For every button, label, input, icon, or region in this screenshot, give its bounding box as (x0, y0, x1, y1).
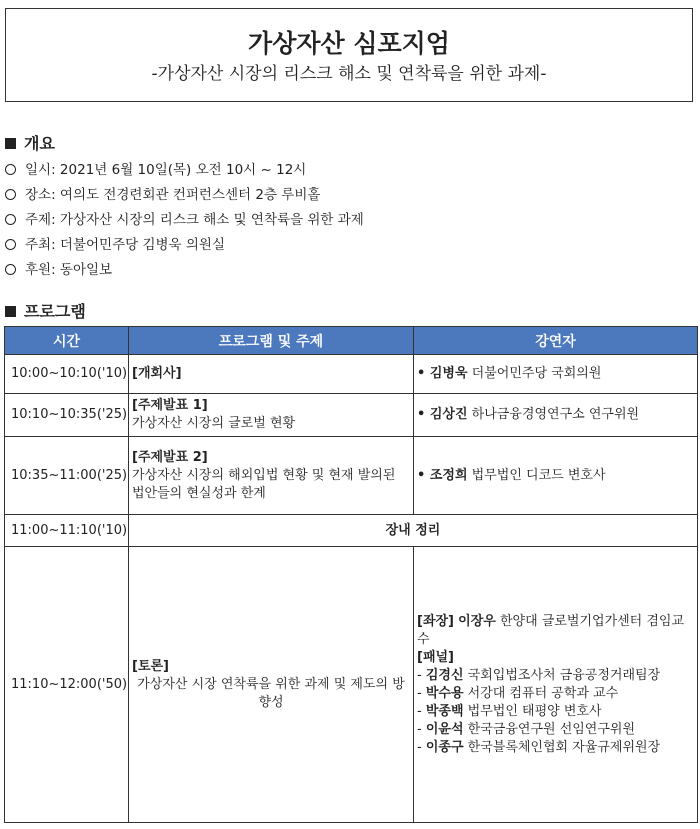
page-title: 가상자산 심포지엄 (248, 29, 450, 58)
break-cell: 장내 정리 (129, 515, 698, 547)
circle-bullet-icon (5, 189, 16, 200)
table-row (5, 547, 698, 823)
panel-item: - 이윤석 한국금융연구원 선임연구위원 (417, 721, 636, 737)
panel-item: - 김경신 국회입법조사처 금융공정거래팀장 (417, 667, 661, 683)
square-bullet-icon (5, 138, 16, 149)
table-row (5, 515, 698, 547)
topic-cell: [주제발표 1] 가상자산 시장의 글로벌 현황 (129, 394, 414, 437)
list-item: 일시: 2021년 6월 10일(목) 오전 10시 ~ 12시 (5, 158, 364, 183)
topic-cell: [토론] 가상자산 시장 연착륙을 위한 과제 및 제도의 방향성 (129, 547, 414, 823)
panel-item: - 박수용 서강대 컴퓨터 공학과 교수 (417, 685, 619, 701)
panel-item: - 박종백 법무법인 태평양 변호사 (417, 703, 602, 719)
circle-bullet-icon (5, 164, 16, 175)
list-item: 장소: 여의도 전경련회관 컨퍼런스센터 2층 루비홀 (5, 183, 364, 208)
table-row (5, 355, 698, 394)
topic-cell: [주제발표 2] 가상자산 시장의 해외입법 현황 및 현재 발의된 법안들의 현실성과 한계 (129, 437, 414, 515)
speaker-cell: [좌장] 이장우 한양대 글로벌기업가센터 겸임교수 [패널] - 김경신 국회입법조사처 금융공정거래팀장 - 박수용 서강대 컴퓨터 공학과 교수 - 박종백 법무법인 태평양 변호사 - 이윤석 한국금융연구원 선임연구위원 - 이종구 한국블록체인협회 자율규제위원장 (414, 547, 698, 823)
program-table (4, 326, 698, 823)
circle-bullet-icon (5, 264, 16, 275)
title-box (5, 8, 693, 102)
speaker-cell: • 조정희 법무법인 디코드 변호사 (414, 437, 698, 515)
speaker-cell: • 김상진 하나금융경영연구소 연구위원 (414, 394, 698, 437)
overview-list (5, 158, 364, 283)
circle-bullet-icon (5, 239, 16, 250)
list-item: 주제: 가상자산 시장의 리스크 해소 및 연착륙을 위한 과제 (5, 208, 364, 233)
time-cell: 10:10~10:35('25) (5, 394, 129, 437)
list-item: 후원: 동아일보 (5, 258, 364, 283)
program-heading: 프로그램 (5, 302, 86, 322)
overview-heading: 개요 (5, 134, 55, 154)
time-cell: 10:00~10:10('10) (5, 355, 129, 394)
list-item: 주최: 더불어민주당 김병욱 의원실 (5, 233, 364, 258)
time-cell: 11:10~12:00('50) (5, 547, 129, 823)
page-subtitle: -가상자산 시장의 리스크 해소 및 연착륙을 위한 과제- (151, 64, 547, 84)
col-header-time: 시간 (5, 327, 129, 355)
time-cell: 11:00~11:10('10) (5, 515, 129, 547)
square-bullet-icon (5, 306, 16, 317)
table-header-row (5, 327, 698, 355)
speaker-cell: • 김병욱 더불어민주당 국회의원 (414, 355, 698, 394)
panel-item: - 이종구 한국블록체인협회 자율규제위원장 (417, 739, 661, 755)
topic-cell: [개회사] (129, 355, 414, 394)
col-header-speaker: 강연자 (414, 327, 698, 355)
table-row (5, 394, 698, 437)
time-cell: 10:35~11:00('25) (5, 437, 129, 515)
col-header-topic: 프로그램 및 주제 (129, 327, 414, 355)
table-row (5, 437, 698, 515)
circle-bullet-icon (5, 214, 16, 225)
